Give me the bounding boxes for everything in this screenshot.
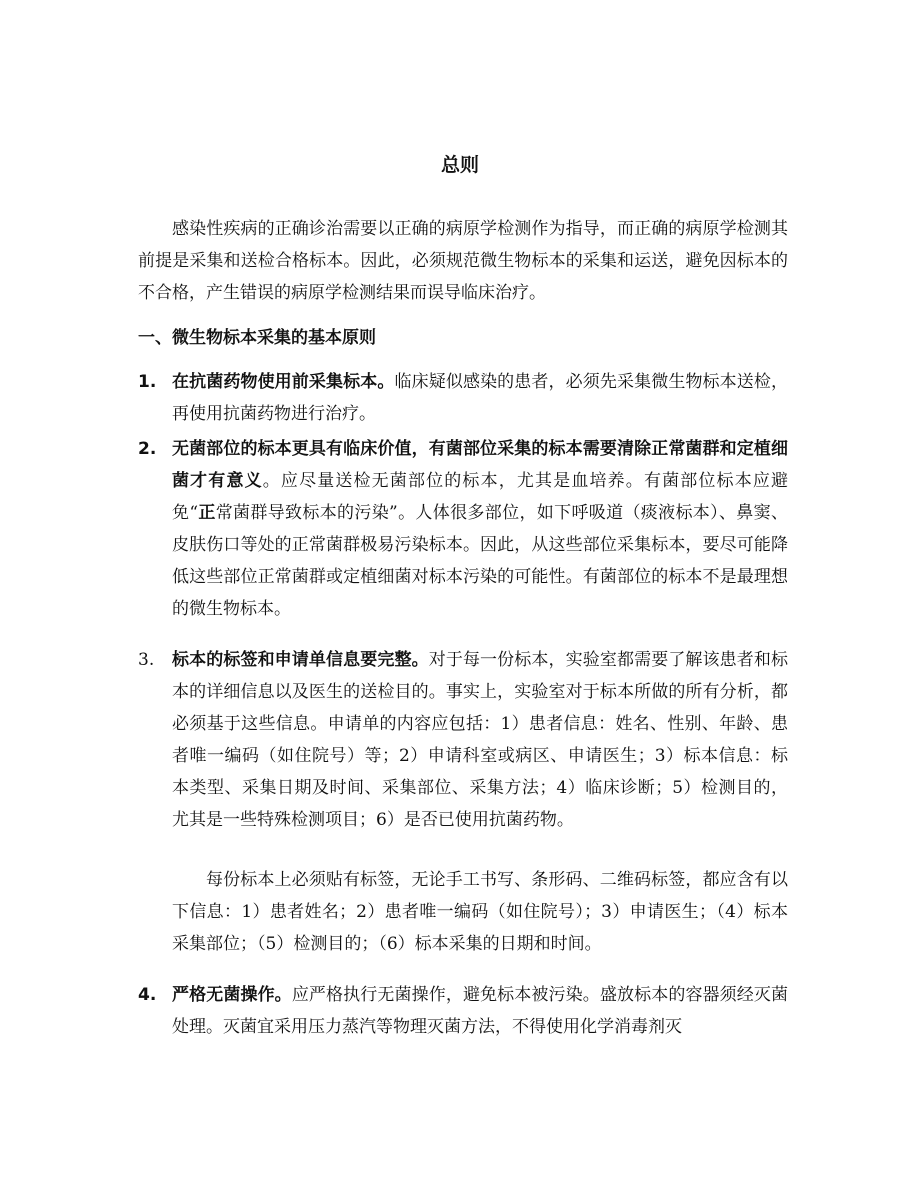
item-bold-lead: 标本的标签和申请单信息要完整。 bbox=[172, 650, 429, 670]
intro-paragraph: 感染性疾病的正确诊治需要以正确的病原学检测作为指导，而正确的病原学检测其前提是采集和送检合格标本。因此，必须规范微生物标本的采集和运送，避免因标本的不合格，产生错误的病原学检测结果而误导临床治疗。 bbox=[138, 219, 788, 303]
list-item-4 bbox=[138, 979, 788, 1043]
list-item-3 bbox=[138, 644, 788, 836]
page-title: 总则 bbox=[440, 154, 479, 176]
list-item-1 bbox=[138, 366, 788, 430]
item-number: 2. bbox=[138, 439, 157, 459]
item-number: 1. bbox=[138, 372, 157, 392]
item-text bbox=[172, 366, 788, 430]
item-number: 4. bbox=[138, 985, 157, 1005]
section-heading: 一、微生物标本采集的基本原则 bbox=[138, 328, 376, 348]
item-body: 临床疑似感染的患者，必须先采集微生物标本送检，再使用抗菌药物进行治疗。 bbox=[172, 372, 789, 424]
item-text bbox=[172, 979, 788, 1043]
item-number: 3. bbox=[138, 650, 155, 670]
item-body-continued: 常菌群导致标本的污染”。人体很多部位，如下呼吸道（痰液标本）、鼻窦、皮肤伤口等处的正常菌群极易污染标本。因此，从这些部位采集标本，要尽可能降低这些部位正常菌群或定植细菌对标本污染的可能性。有菌部位的标本不是最理想的微生物标本。 bbox=[172, 503, 788, 619]
item-bold-lead: 在抗菌药物使用前采集标本。 bbox=[172, 372, 395, 392]
item-text bbox=[172, 433, 788, 625]
item-body: 。应尽量送检无菌部位的标本，尤其是血培养。有菌部位标本应避免“ bbox=[172, 471, 789, 523]
item-body: 对于每一份标本，实验室都需要了解该患者和标本的详细信息以及医生的送检目的。事实上，实验室对于标本所做的所有分析，都必须基于这些信息。申请单的内容应包括：1）患者信息：姓名、性别、年龄、患者唯一编码（如住院号）等；2）申请科室或病区、申请医生；3）标本信息：标本类型、采集日期及时间、采集部位、采集方法；4）临床诊断；5）检测目的，尤其是一些特殊检测项目；6）是否已使用抗菌药物。 bbox=[172, 650, 789, 830]
item-bold-lead: 无菌部位的标本更具有临床价值，有菌部位采集的标本需要清除正常菌群和定植细菌才有意义 bbox=[172, 439, 788, 491]
item-text bbox=[172, 644, 788, 836]
item-3-sub-paragraph: 每份标本上必须贴有标签，无论手工书写、条形码、二维码标签，都应含有以下信息：1）患者姓名；2）患者唯一编码（如住院号）；3）申请医生；（4）标本采集部位；（5）检测目的；（6）标本采集的日期和时间。 bbox=[172, 870, 788, 954]
list-item-2 bbox=[138, 433, 788, 625]
item-bold-inline: 正 bbox=[198, 503, 216, 523]
item-body: 应严格执行无菌操作，避免标本被污染。盛放标本的容器须经灭菌处理。灭菌宜采用压力蒸汽等物理灭菌方法，不得使用化学消毒剂灭 bbox=[172, 985, 789, 1037]
item-bold-lead: 严格无菌操作。 bbox=[172, 985, 292, 1005]
